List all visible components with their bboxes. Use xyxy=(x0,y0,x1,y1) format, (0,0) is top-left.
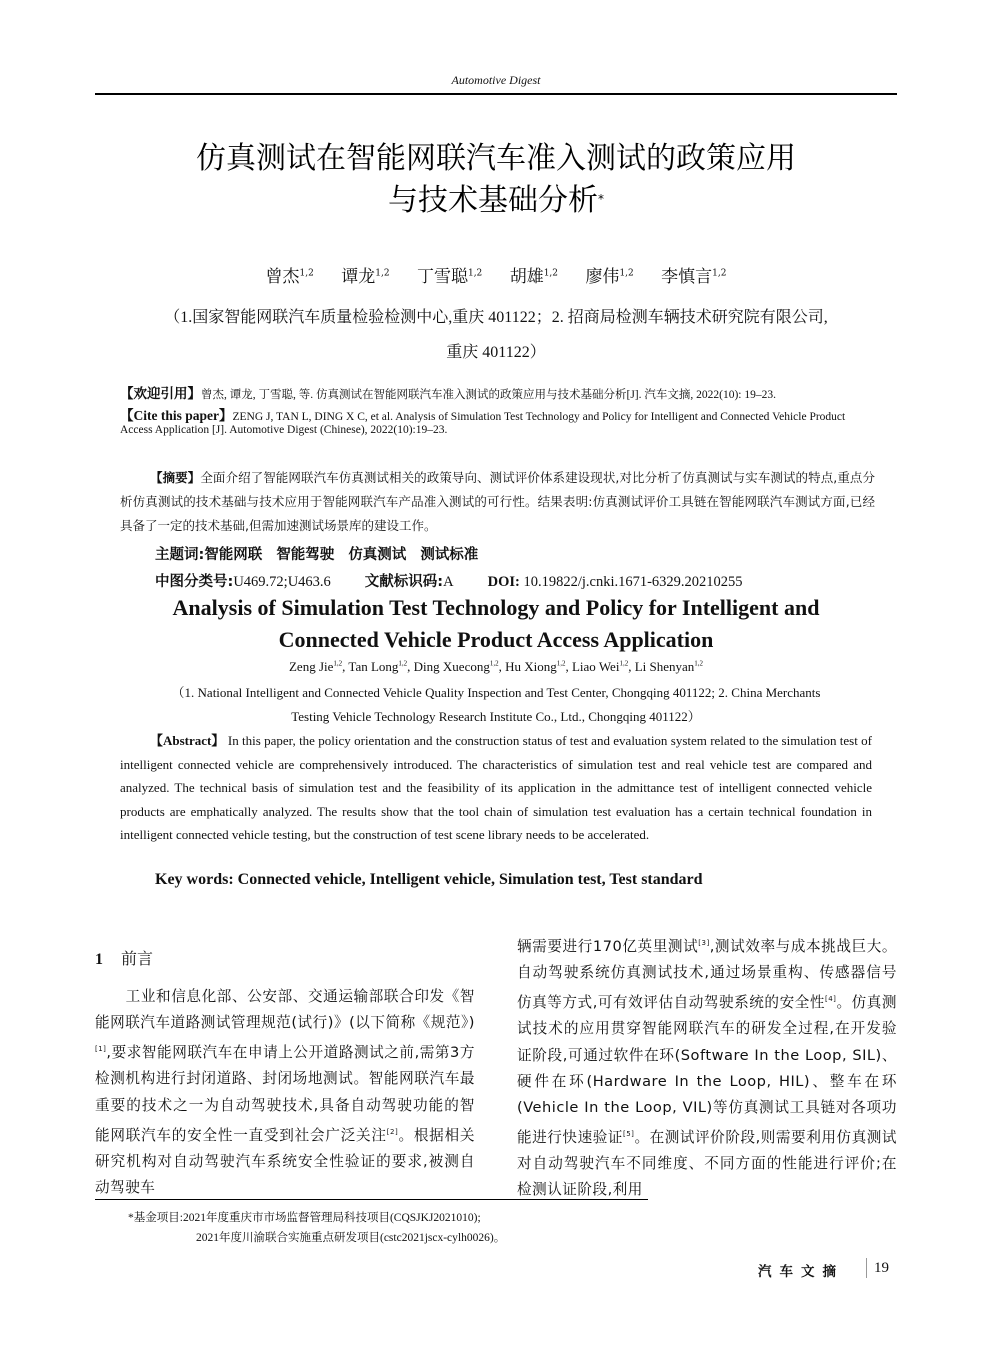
citation-ref[interactable]: [5] xyxy=(623,1130,635,1139)
body-text: 。根据相关研究机构对自动驾驶汽车系统安全性验证的要求,被测自动驾驶车 xyxy=(95,1126,475,1197)
author-name: 廖伟 xyxy=(585,267,620,287)
body-text: 辆需要进行170亿英里测试 xyxy=(517,937,699,955)
keywords-cn-label: 主题词: xyxy=(155,547,205,563)
affiliation-cn-line2: 重庆 401122） xyxy=(446,344,546,361)
author-name: 谭龙 xyxy=(341,267,376,287)
author-affiliation-mark: 1,2 xyxy=(543,268,559,279)
authors-cn xyxy=(95,262,897,287)
author-name: 曾杰 xyxy=(265,267,300,287)
keywords-cn xyxy=(155,543,492,564)
author-affiliation-mark: 1,2 xyxy=(489,659,499,668)
author-en xyxy=(414,659,505,674)
keyword: 智能驾驶 xyxy=(276,547,335,563)
citation-ref[interactable]: [4] xyxy=(825,995,837,1004)
separator: , xyxy=(565,659,572,674)
author-en xyxy=(635,659,703,674)
author-affiliation-mark: 1,2 xyxy=(619,268,634,279)
title-en xyxy=(110,592,882,656)
author-cn xyxy=(510,267,558,287)
running-head: Automotive Digest xyxy=(451,73,541,87)
affiliation-cn-line1: （1.国家智能网联汽车质量检验检测中心,重庆 401122；2. 招商局检测车辆技术研究院有限公司, xyxy=(164,309,828,326)
author-name: Ding Xuecong xyxy=(413,659,490,674)
title-en-line2: Connected Vehicle Product Access Application xyxy=(278,627,714,652)
clc-label: 中图分类号: xyxy=(155,574,234,590)
separator: , xyxy=(342,659,349,674)
doc-code-label: 文献标识码: xyxy=(364,574,444,590)
citation-en-label: 【Cite this paper】 xyxy=(120,408,233,423)
citation-ref[interactable]: [2] xyxy=(386,1127,399,1136)
author-cn xyxy=(417,267,482,287)
classification-line xyxy=(155,570,743,591)
author-name: 李慎言 xyxy=(661,267,713,287)
author-affiliation-mark: 1,2 xyxy=(299,268,314,279)
citation-ref[interactable]: [3] xyxy=(698,939,710,947)
separator: , xyxy=(628,659,635,674)
abstract-cn-label: 【摘要】 xyxy=(150,470,201,485)
affiliation-en xyxy=(110,681,882,729)
author-name: Liao Wei xyxy=(571,659,620,674)
keyword: 仿真测试 xyxy=(348,547,407,563)
author-cn xyxy=(341,267,389,287)
author-name: 胡雄 xyxy=(509,267,544,287)
citation-en xyxy=(120,409,875,437)
citation-cn-text: 曾杰, 谭龙, 丁雪聪, 等. 仿真测试在智能网联汽车准入测试的政策应用与技术基础分析[J]. 汽车文摘, 2022(10): 19–23. xyxy=(201,389,776,401)
title-cn-line1: 仿真测试在智能网联汽车准入测试的政策应用 xyxy=(196,141,796,176)
author-en xyxy=(289,659,348,674)
body-text: ,测试效率与成本挑战巨大。自动驾驶系统仿真测试技术,通过场景重构、传感器信号仿真等方式,可有效评估自动驾驶系统的安全性 xyxy=(517,937,898,1012)
affiliation-en-line2: Testing Vehicle Technology Research Institute Co., Ltd., Chongqing 401122） xyxy=(291,709,701,724)
separator: , xyxy=(498,659,506,674)
abstract-en-text: In this paper, the policy orientation and the construction status of test and evaluation system related to the simulation test of intelligent connected vehicle are comprehensively introduced. The characteristics of simulation test and real vehicle test are compared and analyzed. The technical basis of simulation test and the feasibility of its application in the admittance test of intelligent connected vehicle products are emphatically analyzed. The results show that the tool chain of simulation test evaluation has a certain technical foundation in intelligent connected vehicle testing, but the construction of test scene library needs to be accelerated. xyxy=(120,733,872,842)
author-name: Zeng Jie xyxy=(288,659,334,674)
author-affiliation-mark: 1,2 xyxy=(333,659,343,668)
separator: , xyxy=(407,659,414,674)
citation-cn xyxy=(120,387,875,402)
funding-mark: * xyxy=(598,192,604,206)
body-text: ,要求智能网联汽车在申请上公开道路测试之前,需第3方检测机构进行封闭道路、封闭场地测试。智能网联汽车最重要的技术之一为自动驾驶技术,具备自动驾驶功能的智能网联汽车的安全性一直受到社会广泛关注 xyxy=(95,1044,475,1144)
doc-code-value: A xyxy=(443,574,454,590)
clc-value: U469.72;U463.6 xyxy=(233,574,331,590)
keyword: 测试标准 xyxy=(420,547,479,563)
footnote xyxy=(128,1208,505,1248)
author-cn xyxy=(661,267,726,287)
affiliation-cn xyxy=(110,300,882,370)
footer-separator xyxy=(866,1258,867,1278)
body-text: 。在测试评价阶段,则需要利用仿真测试对自动驾驶汽车不同维度、不同方面的性能进行评价;在检测认证阶段,利用 xyxy=(517,1129,897,1199)
footnote-line2: 2021年度川渝联合实施重点研发项目(cstc2021jscx-cylh0026)。 xyxy=(196,1232,506,1244)
author-en xyxy=(505,659,572,674)
author-name: Tan Long xyxy=(348,659,399,674)
authors-en xyxy=(110,659,882,675)
author-cn xyxy=(266,267,314,287)
abstract-cn-text: 全面介绍了智能网联汽车仿真测试相关的政策导向、测试评价体系建设现状,对比分析了仿真测试与实车测试的特点,重点分析仿真测试的技术基础与技术应用于智能网联汽车产品准入测试的可行性。结果表明:仿真测试评价工具链在智能网联汽车测试方面,已经具备了一定的技术基础,但需加速测试场景库的建设工作。 xyxy=(120,470,875,533)
author-affiliation-mark: 1,2 xyxy=(619,659,629,668)
affiliation-en-line1: （1. National Intelligent and Connected Vehicle Quality Inspection and Test Center, Chongqing 401122; 2. China Merchants xyxy=(171,685,821,700)
footnote-rule xyxy=(95,1199,648,1200)
author-affiliation-mark: 1,2 xyxy=(375,268,390,279)
footnote-line1: *基金项目:2021年度重庆市市场监督管理局科技项目(CQSJKJ2021010); xyxy=(128,1212,481,1224)
footer-journal-name: 汽车文摘 xyxy=(758,1264,844,1280)
page-number: 19 xyxy=(874,1260,889,1276)
author-affiliation-mark: 1,2 xyxy=(712,268,727,279)
abstract-en-label: 【Abstract】 xyxy=(149,733,225,748)
author-name: 丁雪聪 xyxy=(416,267,468,287)
citation-cn-label: 【欢迎引用】 xyxy=(120,386,201,401)
header-rule xyxy=(95,93,897,95)
abstract-en xyxy=(120,729,872,847)
body-text: 。仿真测试技术的应用贯穿智能网联汽车的研发全过程,在开发验证阶段,可通过软件在环(Software In the Loop, SIL)、硬件在环(Hardware In the Loop, HIL)、整车在环(Vehicle In the Loop, VIL)等仿真测试工具链对各项功能进行快速验证 xyxy=(517,994,897,1146)
citation-en-text: ZENG J, TAN L, DING X C, et al. Analysis of Simulation Test Technology and Policy for Intelligent and Connected Vehicle Product Access Application [J]. Automotive Digest (Chinese), 2022(10):19–23. xyxy=(120,411,846,436)
title-cn xyxy=(95,138,897,222)
author-affiliation-mark: 1,2 xyxy=(467,268,483,279)
body-text: 工业和信息化部、公安部、交通运输部联合印发《智能网联汽车道路测试管理规范(试行)》(以下简称《规范》) xyxy=(95,988,475,1032)
section-number: 1 xyxy=(95,951,103,968)
keywords-en: Key words: Connected vehicle, Intelligent vehicle, Simulation test, Test standard xyxy=(155,871,703,888)
author-name: Hu Xiong xyxy=(505,659,557,674)
title-cn-line2-text: 与技术基础分析 xyxy=(388,183,598,218)
author-affiliation-mark: 1,2 xyxy=(398,659,408,668)
doi-value: 10.19822/j.cnki.1671-6329.20210255 xyxy=(523,574,743,590)
author-en xyxy=(348,659,413,674)
keyword: 智能网联 xyxy=(204,547,263,563)
body-column-left xyxy=(95,984,475,1201)
author-name: Li Shenyan xyxy=(634,659,695,674)
author-affiliation-mark: 1,2 xyxy=(556,659,566,668)
abstract-cn xyxy=(120,466,875,538)
citation-ref[interactable]: [1] xyxy=(95,1045,107,1054)
author-affiliation-mark: 1,2 xyxy=(694,659,704,668)
doi-label: DOI: xyxy=(487,574,520,590)
author-en xyxy=(572,659,635,674)
body-column-right xyxy=(517,930,897,1204)
title-en-line1: Analysis of Simulation Test Technology and Policy for Intelligent and xyxy=(172,595,820,620)
section-title: 前言 xyxy=(121,949,154,968)
section-heading xyxy=(95,946,153,969)
title-cn-line2 xyxy=(95,180,897,222)
author-cn xyxy=(585,267,633,287)
